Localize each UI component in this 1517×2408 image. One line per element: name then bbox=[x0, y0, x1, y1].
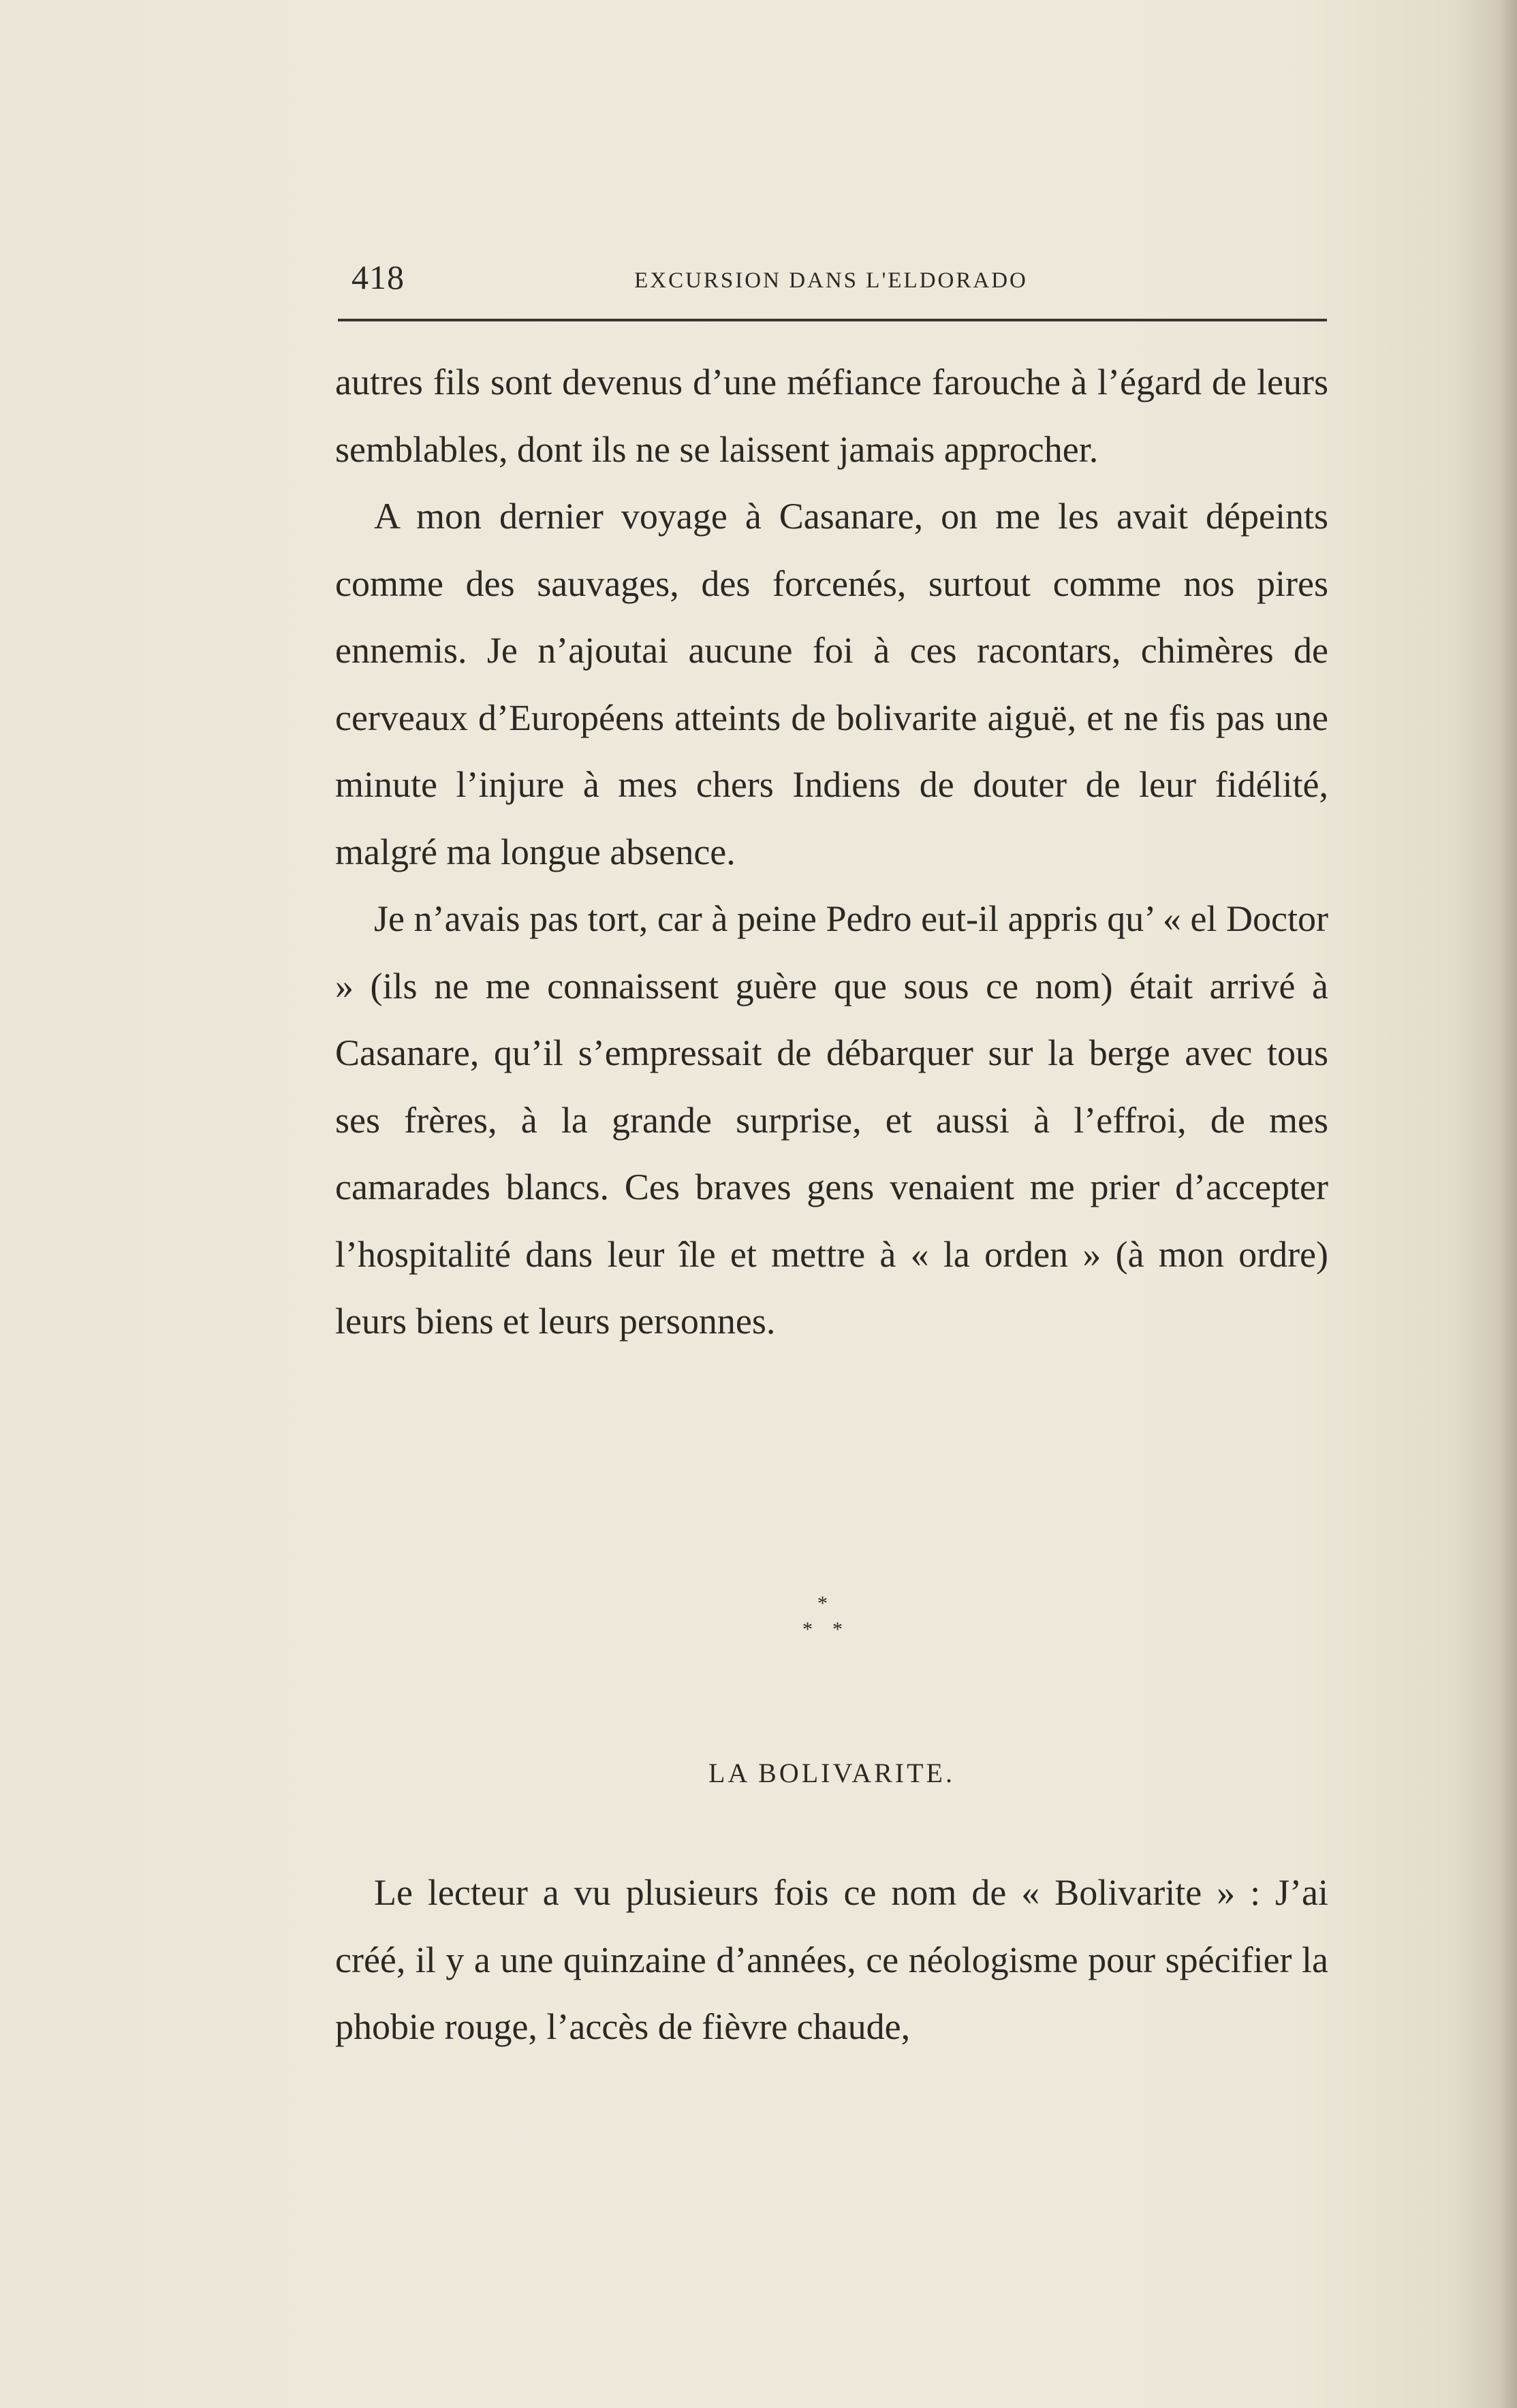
page-edge-shadow bbox=[1498, 0, 1517, 2408]
asterism-separator bbox=[790, 1594, 858, 1668]
section-heading: LA BOLIVARITE. bbox=[708, 1758, 955, 1788]
header-rule bbox=[338, 319, 1327, 321]
running-title: EXCURSION DANS L'ELDORADO bbox=[634, 268, 1028, 293]
body-text bbox=[335, 349, 1328, 1355]
paragraph: Le lecteur a vu plusieurs fois ce nom de « Bolivarite » : J’ai créé, il y a une quinzaine d’années, ce néologisme pour spécifier la phobie rouge, l’accès de fièvre chaude, bbox=[335, 1872, 1328, 2047]
asterism-star: * bbox=[832, 1618, 843, 1641]
paragraph: A mon dernier voyage à Casanare, on me les avait dépeints comme des sauvages, des forcenés, surtout comme nos pires ennemis. Je n’ajoutai aucune foi à ces racontars, chimères de cerveaux d’Européens atteints de bolivarite aiguë, et ne fis pas une minute l’injure à mes chers Indiens de douter de leur fidélité, malgré ma longue absence. bbox=[335, 496, 1328, 872]
page-number: 418 bbox=[351, 258, 405, 296]
paragraph-continued: autres fils sont devenus d’une méfiance farouche à l’égard de leurs semblables, dont ils ne se laissent jamais approcher. bbox=[335, 362, 1328, 470]
page-header bbox=[334, 253, 1328, 308]
asterism-star: * bbox=[802, 1618, 813, 1641]
section-body-text bbox=[335, 1859, 1328, 2061]
paragraph: Je n’avais pas tort, car à peine Pedro eut-il appris qu’ « el Doctor » (ils ne me connaissent guère que sous ce nom) était arrivé à Casanare, qu’il s’empressait de débarquer sur la berge avec tous ses frères, à la grande surprise, et aussi à l’effroi, de mes camarades blancs. Ces braves gens venaient me prier d’accepter l’hospitalité dans leur île et mettre à « la orden » (à mon ordre) leurs biens et leurs personnes. bbox=[335, 898, 1328, 1342]
asterism-star: * bbox=[817, 1592, 828, 1615]
